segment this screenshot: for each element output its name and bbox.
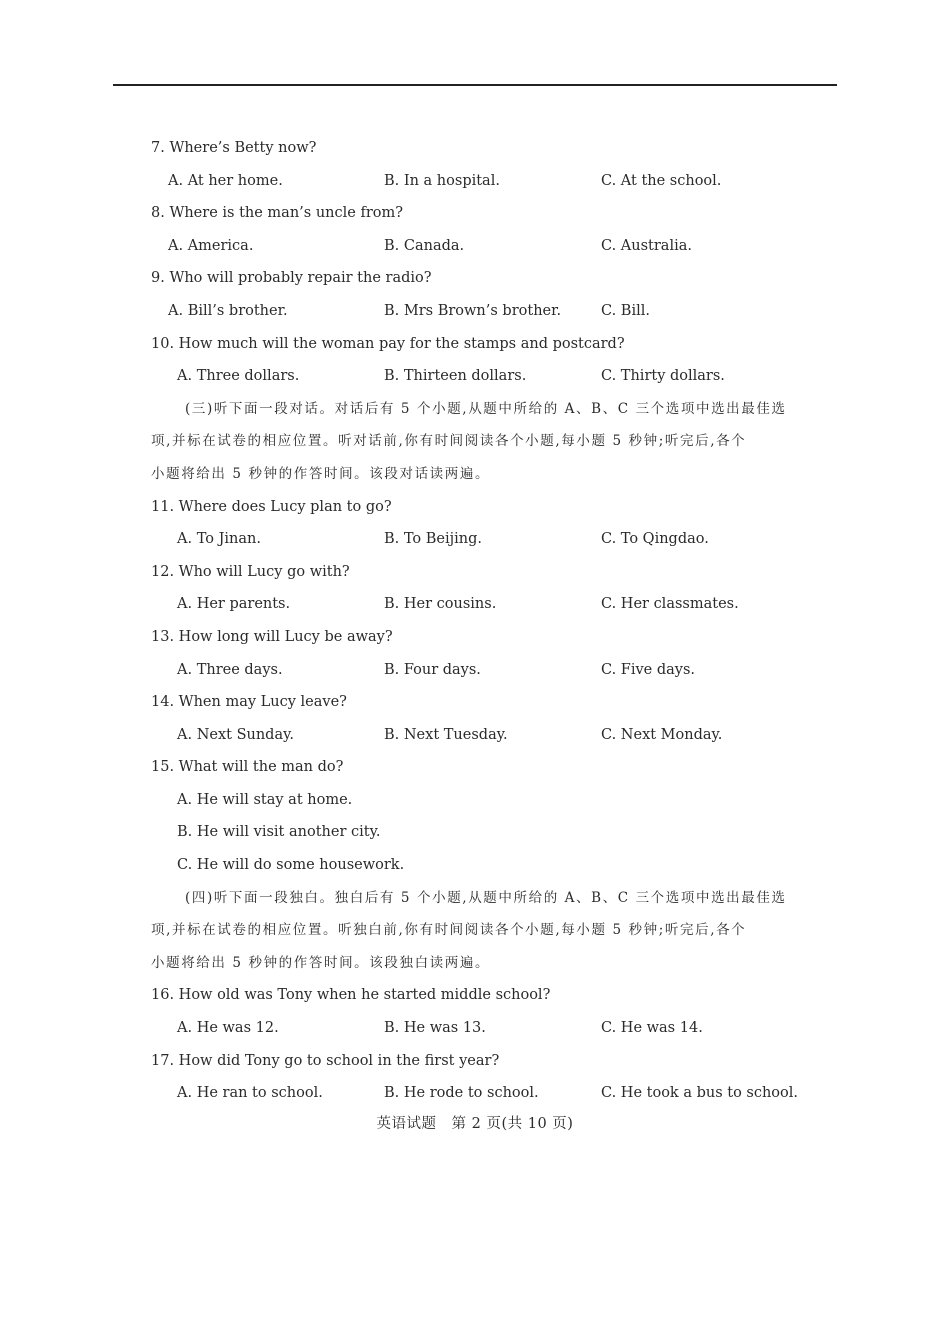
question-14: 14. When may Lucy leave? [151,694,347,711]
option-c: C. Next Monday. [601,726,723,743]
option-b: B. He was 13. [384,1020,486,1037]
option-a: A. Three days. [177,661,283,678]
section-4-instructions-line-1: (四)听下面一段独白。独白后有 5 个小题,从题中所给的 A、B、C 三个选项中选出最佳选 [185,889,787,906]
question-14-options [0,723,950,756]
option-c: C. At the school. [601,172,722,189]
option-b: B. Mrs Brown’s brother. [384,302,562,319]
question-13: 13. How long will Lucy be away? [151,628,393,645]
option-c: C. Her classmates. [601,596,739,613]
option-b: B. In a hospital. [384,172,500,189]
option-b: B. Her cousins. [384,596,497,613]
option-b: B. Canada. [384,237,465,254]
question-8: 8. Where is the man’s uncle from? [151,205,404,222]
option-a: A. Three dollars. [177,368,300,385]
option-c: C. Five days. [601,661,696,678]
question-13-options [0,658,950,691]
option-b: B. Next Tuesday. [384,726,508,743]
option-c: C. To Qingdao. [601,531,709,548]
question-11-options [0,527,950,560]
option-c: C. Bill. [601,302,650,319]
option-b: B. To Beijing. [384,531,482,548]
option-c: C. Thirty dollars. [601,368,725,385]
option-a: A. Bill’s brother. [168,302,288,319]
question-7-options [0,169,950,202]
section-3-instructions-line-3: 小题将给出 5 秒钟的作答时间。该段对话读两遍。 [151,465,491,482]
question-17-options [0,1081,950,1114]
question-9-options [0,299,950,332]
page-footer: 英语试题 第 2 页(共 10 页) [376,1116,574,1132]
option-a: A. He will stay at home. [177,791,353,808]
option-c: C. He was 14. [601,1020,703,1037]
question-9: 9. Who will probably repair the radio? [151,270,432,287]
option-a: A. Her parents. [177,596,291,613]
question-10: 10. How much will the woman pay for the stamps and postcard? [151,335,625,352]
header-rule [113,84,837,86]
question-11: 11. Where does Lucy plan to go? [151,498,392,515]
option-b: B. He rode to school. [384,1085,539,1102]
exam-page-content [0,136,950,1114]
option-b: B. He will visit another city. [177,824,381,841]
option-c: C. He will do some housework. [177,857,405,874]
question-7: 7. Where’s Betty now? [151,140,317,156]
question-17: 17. How did Tony go to school in the first year? [151,1052,500,1069]
question-12: 12. Who will Lucy go with? [151,563,350,580]
section-4-instructions-line-2: 项,并标在试卷的相应位置。听独白前,你有时间阅读各个小题,每小题 5 秒钟;听完后,各个 [151,922,747,939]
section-3-instructions-line-1: (三)听下面一段对话。对话后有 5 个小题,从题中所给的 A、B、C 三个选项中选出最佳选 [185,400,787,417]
option-a: A. He ran to school. [177,1085,323,1102]
option-a: A. America. [168,237,254,254]
option-b: B. Thirteen dollars. [384,368,527,385]
option-c: C. Australia. [601,237,692,254]
question-16-options [0,1016,950,1049]
option-a: A. Next Sunday. [177,726,294,743]
option-a: A. He was 12. [177,1020,279,1037]
option-b: B. Four days. [384,661,481,678]
section-4-instructions-line-3: 小题将给出 5 秒钟的作答时间。该段独白读两遍。 [151,954,491,971]
question-8-options [0,234,950,267]
option-a: A. To Jinan. [177,531,261,548]
question-10-options [0,364,950,397]
question-12-options [0,592,950,625]
question-16: 16. How old was Tony when he started middle school? [151,987,551,1004]
option-a: A. At her home. [168,172,283,189]
question-15: 15. What will the man do? [151,759,344,776]
section-3-instructions-line-2: 项,并标在试卷的相应位置。听对话前,你有时间阅读各个小题,每小题 5 秒钟;听完后,各个 [151,433,747,450]
option-c: C. He took a bus to school. [601,1085,799,1102]
